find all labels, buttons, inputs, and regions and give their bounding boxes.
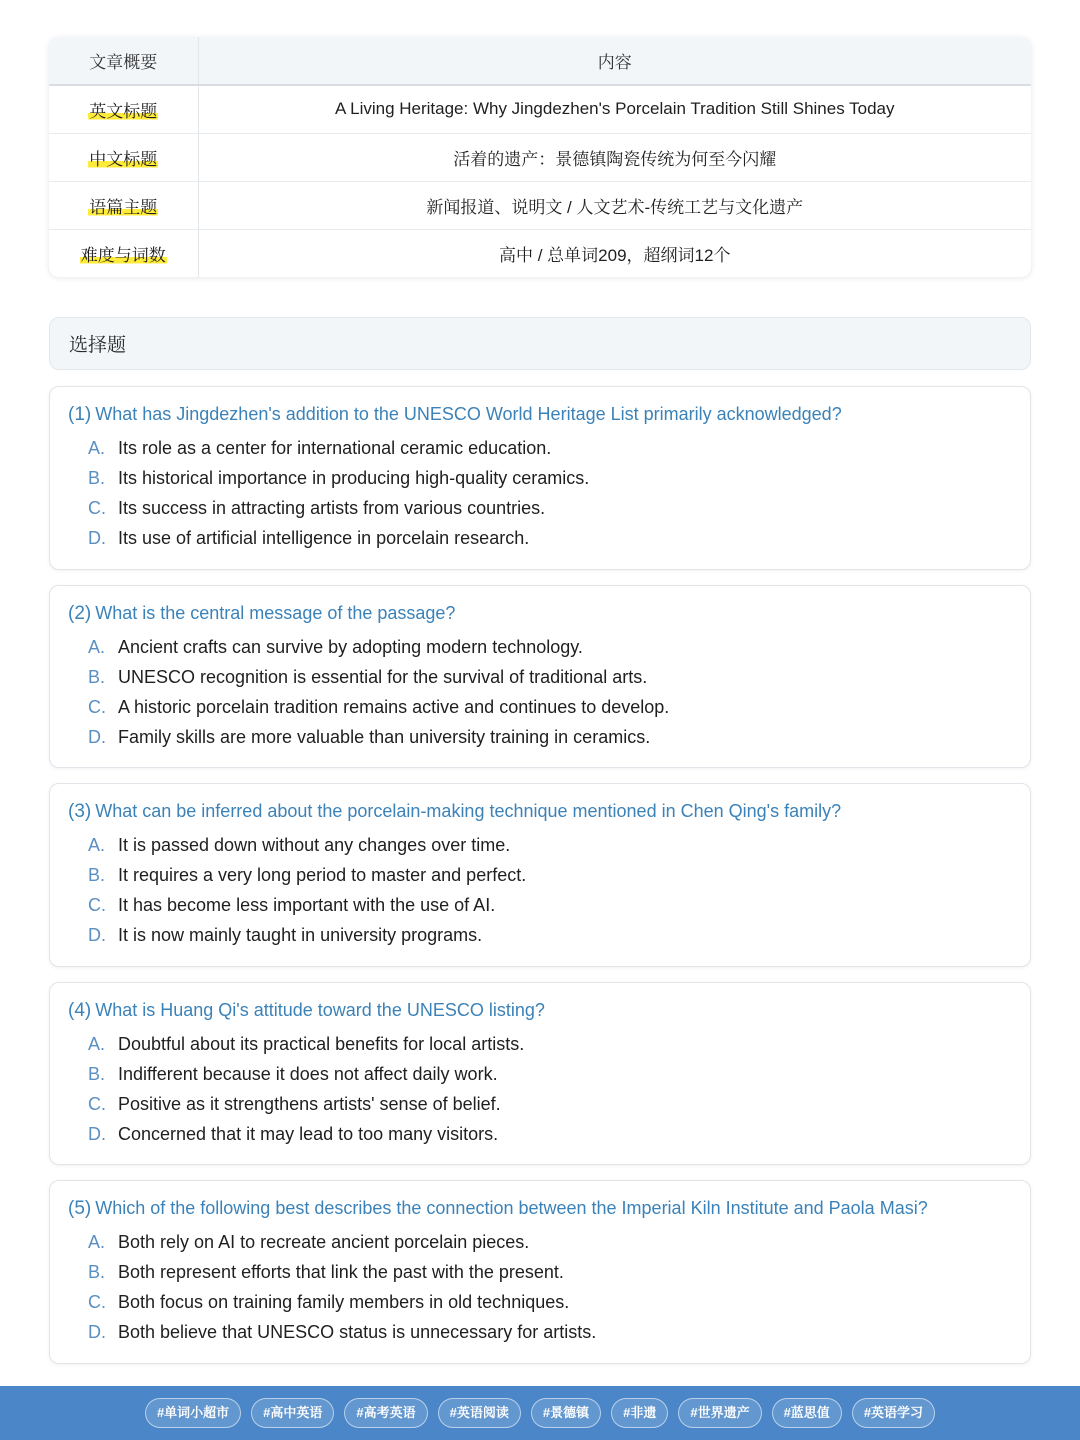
summary-row (49, 133, 1031, 181)
option-letter: C. (88, 1292, 106, 1312)
option-c[interactable] (88, 692, 1012, 722)
hashtag-chip[interactable]: #英语学习 (852, 1398, 935, 1428)
summary-row (49, 229, 1031, 277)
summary-row-value: 新闻报道、说明文 / 人文艺术-传统工艺与文化遗产 (198, 181, 1031, 229)
option-letter: B. (88, 1262, 106, 1282)
question-stem: Which of the following best describes the connection between the Imperial Kiln Institute and Paola Masi? (95, 1198, 928, 1218)
hashtag-bar (0, 1386, 1080, 1440)
option-letter: B. (88, 865, 106, 885)
hashtag-chip[interactable]: #单词小超市 (145, 1398, 241, 1428)
option-letter: B. (88, 468, 106, 488)
option-b[interactable] (88, 463, 1012, 493)
option-text: Both believe that UNESCO status is unnecessary for artists. (118, 1322, 597, 1342)
option-d[interactable] (88, 722, 1012, 752)
summary-row-label: 语篇主题 (89, 197, 158, 217)
option-text: It requires a very long period to master and perfect. (118, 865, 527, 885)
option-text: Family skills are more valuable than university training in ceramics. (118, 727, 651, 747)
hashtag-chip[interactable]: #世界遗产 (678, 1398, 761, 1428)
question-number: (1) (68, 404, 92, 425)
hashtag-chip[interactable]: #英语阅读 (438, 1398, 521, 1428)
option-letter: B. (88, 1064, 106, 1084)
option-c[interactable] (88, 890, 1012, 920)
option-letter: D. (88, 925, 106, 945)
hashtag-chip[interactable]: #非遗 (611, 1398, 668, 1428)
question-card (49, 386, 1031, 570)
option-text: Its success in attracting artists from various countries. (118, 498, 546, 518)
option-letter: A. (88, 835, 106, 855)
option-d[interactable] (88, 523, 1012, 553)
option-list (68, 1227, 1012, 1347)
option-text: Ancient crafts can survive by adopting modern technology. (118, 637, 583, 657)
summary-row (49, 181, 1031, 229)
question-card (49, 1180, 1031, 1364)
option-d[interactable] (88, 1119, 1012, 1149)
option-text: Its use of artificial intelligence in porcelain research. (118, 528, 530, 548)
option-letter: D. (88, 1322, 106, 1342)
question-stem: What is the central message of the passage? (95, 603, 456, 623)
option-list (68, 1029, 1012, 1149)
option-a[interactable] (88, 830, 1012, 860)
article-summary-table (49, 37, 1031, 277)
option-a[interactable] (88, 433, 1012, 463)
option-a[interactable] (88, 1227, 1012, 1257)
hashtag-chip[interactable]: #高中英语 (251, 1398, 334, 1428)
option-text: It is passed down without any changes over time. (118, 835, 511, 855)
option-text: Its role as a center for international ceramic education. (118, 438, 552, 458)
summary-row-value: 活着的遗产：景德镇陶瓷传统为何至今闪耀 (198, 133, 1031, 181)
summary-header-row (49, 37, 1031, 85)
option-text: A historic porcelain tradition remains active and continues to develop. (118, 697, 670, 717)
question-number: (3) (68, 801, 92, 822)
option-letter: C. (88, 697, 106, 717)
option-d[interactable] (88, 920, 1012, 950)
option-list (68, 830, 1012, 950)
option-list (68, 433, 1012, 553)
option-a[interactable] (88, 632, 1012, 662)
option-b[interactable] (88, 1059, 1012, 1089)
option-a[interactable] (88, 1029, 1012, 1059)
question-card (49, 585, 1031, 768)
question-card (49, 982, 1031, 1165)
option-letter: A. (88, 438, 106, 458)
option-text: Its historical importance in producing high-quality ceramics. (118, 468, 590, 488)
summary-row-value: A Living Heritage: Why Jingdezhen's Porcelain Tradition Still Shines Today (334, 99, 895, 119)
option-c[interactable] (88, 1287, 1012, 1317)
summary-header-content: 内容 (198, 37, 1031, 85)
question-number: (5) (68, 1198, 92, 1219)
question-stem: What is Huang Qi's attitude toward the UNESCO listing? (95, 1000, 545, 1020)
option-letter: D. (88, 1124, 106, 1144)
summary-row-label: 中文标题 (89, 149, 158, 169)
question-stem: What has Jingdezhen's addition to the UNESCO World Heritage List primarily acknowledged? (95, 404, 842, 424)
option-b[interactable] (88, 662, 1012, 692)
option-text: It has become less important with the use of AI. (118, 895, 496, 915)
option-text: It is now mainly taught in university programs. (118, 925, 483, 945)
option-letter: C. (88, 1094, 106, 1114)
option-text: Indifferent because it does not affect daily work. (118, 1064, 498, 1084)
option-b[interactable] (88, 860, 1012, 890)
option-text: UNESCO recognition is essential for the survival of traditional arts. (118, 667, 648, 687)
option-letter: A. (88, 637, 106, 657)
section-title: 选择题 (49, 317, 1031, 370)
summary-row (49, 85, 1031, 133)
option-text: Both rely on AI to recreate ancient porcelain pieces. (118, 1232, 530, 1252)
option-d[interactable] (88, 1317, 1012, 1347)
option-b[interactable] (88, 1257, 1012, 1287)
option-c[interactable] (88, 1089, 1012, 1119)
hashtag-chip[interactable]: #蓝思值 (772, 1398, 842, 1428)
option-letter: A. (88, 1232, 106, 1252)
option-letter: A. (88, 1034, 106, 1054)
option-letter: C. (88, 895, 106, 915)
question-number: (2) (68, 603, 92, 624)
summary-row-label: 英文标题 (89, 101, 158, 121)
hashtag-chip[interactable]: #景德镇 (531, 1398, 601, 1428)
option-letter: C. (88, 498, 106, 518)
option-c[interactable] (88, 493, 1012, 523)
question-stem: What can be inferred about the porcelain-making technique mentioned in Chen Qing's family? (95, 801, 842, 821)
option-text: Both focus on training family members in old techniques. (118, 1292, 570, 1312)
option-letter: B. (88, 667, 106, 687)
option-list (68, 632, 1012, 752)
summary-header-label: 文章概要 (49, 37, 198, 85)
question-number: (4) (68, 1000, 92, 1021)
option-text: Concerned that it may lead to too many visitors. (118, 1124, 499, 1144)
summary-row-value: 高中 / 总单词209，超纲词12个 (198, 229, 1031, 277)
option-letter: D. (88, 727, 106, 747)
hashtag-chip[interactable]: #高考英语 (344, 1398, 427, 1428)
option-text: Both represent efforts that link the past with the present. (118, 1262, 564, 1282)
option-text: Doubtful about its practical benefits for local artists. (118, 1034, 525, 1054)
summary-row-label: 难度与词数 (80, 245, 166, 265)
question-card (49, 783, 1031, 967)
option-letter: D. (88, 528, 106, 548)
option-text: Positive as it strengthens artists' sense of belief. (118, 1094, 501, 1114)
